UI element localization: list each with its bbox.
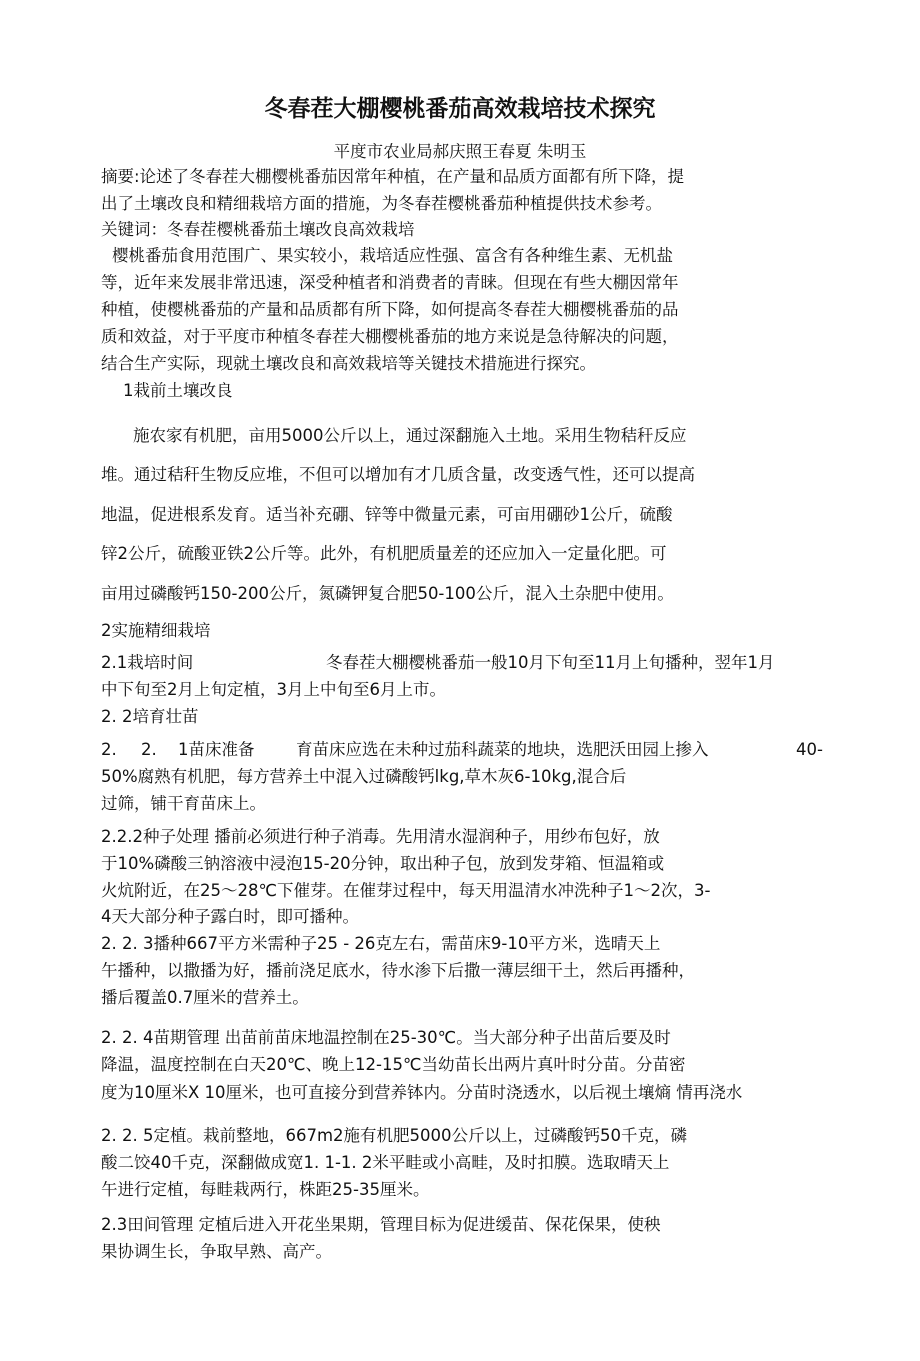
section-2-2-5-line: 酸二饺40千克，深翻做成宽1. 1-1. 2米平畦或小高畦，及时扣膜。选取晴天上 [101,1153,670,1172]
intro-line: 樱桃番茄食用范围广、果实较小，栽培适应性强、富含有各种维生素、无机盐 [112,246,673,265]
section-2-2-1-num: 2. [101,740,117,759]
section-2-2-1-end: 40- [796,740,823,759]
section-2-2-4-line: 度为10厘米X 10厘米，也可直接分到营养钵内。分苗时浇透水，以后视土壤熵 情再浇水 [101,1083,743,1102]
intro-line: 等，近年来发展非常迅速，深受种植者和消费者的青睐。但现在有些大棚因常年 [101,273,679,292]
section-2-1-line: 中下旬至2月上旬定植，3月上中旬至6月上市。 [101,680,446,699]
intro-line: 质和效益，对于平度市种植冬春茬大棚樱桃番茄的地方来说是急待解决的问题， [101,327,679,346]
section-2-2-1-label: 1苗床准备 [178,740,255,759]
section-2-3-line: 2.3田间管理 定植后进入开花坐果期，管理目标为促进缓苗、保花保果，使秧 [101,1215,661,1234]
section-2-2-3-line: 播后覆盖0.7厘米的营养土。 [101,988,309,1007]
section-2-2-heading: 2. 2培育壮苗 [101,707,199,726]
section-2-2-1-num: 2. [141,740,157,759]
section-1-line: 地温，促进根系发育。适当补充硼、锌等中微量元素，可亩用硼砂1公斤，硫酸 [101,505,673,524]
authors-line: 平度市农业局郝庆照王春夏 朱明玉 [333,142,587,161]
section-2-2-1-text: 育苗床应选在未种过茄科蔬菜的地块，选肥沃田园上掺入 [296,740,709,759]
section-1-line: 锌2公斤，硫酸亚铁2公斤等。此外，有机肥质量差的还应加入一定量化肥。可 [101,544,667,563]
section-2-2-3-line: 2. 2. 3播种667平方米需种子25 - 26克左右，需苗床9-10平方米，选晴天上 [101,934,661,953]
abstract-line: 出了土壤改良和精细栽培方面的措施，为冬春茬樱桃番茄种植提供技术参考。 [101,194,662,213]
intro-line: 结合生产实际，现就土壤改良和高效栽培等关键技术措施进行探究。 [101,354,596,373]
section-2-2-2-line: 2.2.2种子处理 播前必须进行种子消毒。先用清水湿润种子，用纱布包好，放 [101,827,660,846]
section-2-2-2-line: 火炕附近，在25～28℃下催芽。在催芽过程中，每天用温清水冲洗种子1～2次，3- [101,881,711,900]
section-2-2-1-line: 50%腐熟有机肥，每方营养土中混入过磷酸钙lkg,草木灰6-10kg,混合后 [101,767,627,786]
section-2-heading: 2实施精细栽培 [101,621,211,640]
intro-line: 种植，使樱桃番茄的产量和品质都有所下降，如何提高冬春茬大棚樱桃番茄的品 [101,300,679,319]
section-2-3-line: 果协调生长，争取早熟、高产。 [101,1242,332,1261]
section-2-2-4-line: 降温，温度控制在白天20℃、晚上12-15℃当幼苗长出两片真叶时分苗。分苗密 [101,1055,686,1074]
section-2-2-5-line: 午进行定植，每畦栽两行，株距25-35厘米。 [101,1180,430,1199]
document-title: 冬春茬大棚樱桃番茄高效栽培技术探究 [264,95,656,122]
keywords-line: 关键词：冬春茬樱桃番茄土壤改良高效栽培 [101,220,415,239]
section-1-line: 施农家有机肥，亩用5000公斤以上，通过深翻施入土地。采用生物秸秆反应 [133,426,687,445]
section-2-2-4-line: 2. 2. 4苗期管理 出苗前苗床地温控制在25-30℃。当大部分种子出苗后要及时 [101,1028,671,1047]
section-2-2-1-line: 过筛，铺干育苗床上。 [101,794,266,813]
section-1-heading: 1栽前土壤改良 [123,381,233,400]
section-2-2-2-line: 于10%磷酸三钠溶液中浸泡15-20分钟，取出种子包，放到发芽箱、恒温箱或 [101,854,665,873]
section-2-2-3-line: 午播种，以撒播为好，播前浇足底水，待水渗下后撒一薄层细干土，然后再播种， [101,961,695,980]
section-2-1-label: 2.1栽培时间 [101,653,194,672]
section-1-line: 堆。通过秸秆生物反应堆，不但可以增加有才几质含量，改变透气性，还可以提高 [101,465,695,484]
section-2-1-text: 冬春茬大棚樱桃番茄一般10月下旬至11月上旬播种，翌年1月 [326,653,775,672]
section-2-2-2-line: 4天大部分种子露白时，即可播种。 [101,907,359,926]
abstract-line: 摘要:论述了冬春茬大棚樱桃番茄因常年种植，在产量和品质方面都有所下降，提 [101,167,685,186]
section-1-line: 亩用过磷酸钙150-200公斤，氮磷钾复合肥50-100公斤，混入土杂肥中使用。 [101,584,674,603]
section-2-2-5-line: 2. 2. 5定植。栽前整地，667m2施有机肥5000公斤以上，过磷酸钙50千克，磷 [101,1126,688,1145]
